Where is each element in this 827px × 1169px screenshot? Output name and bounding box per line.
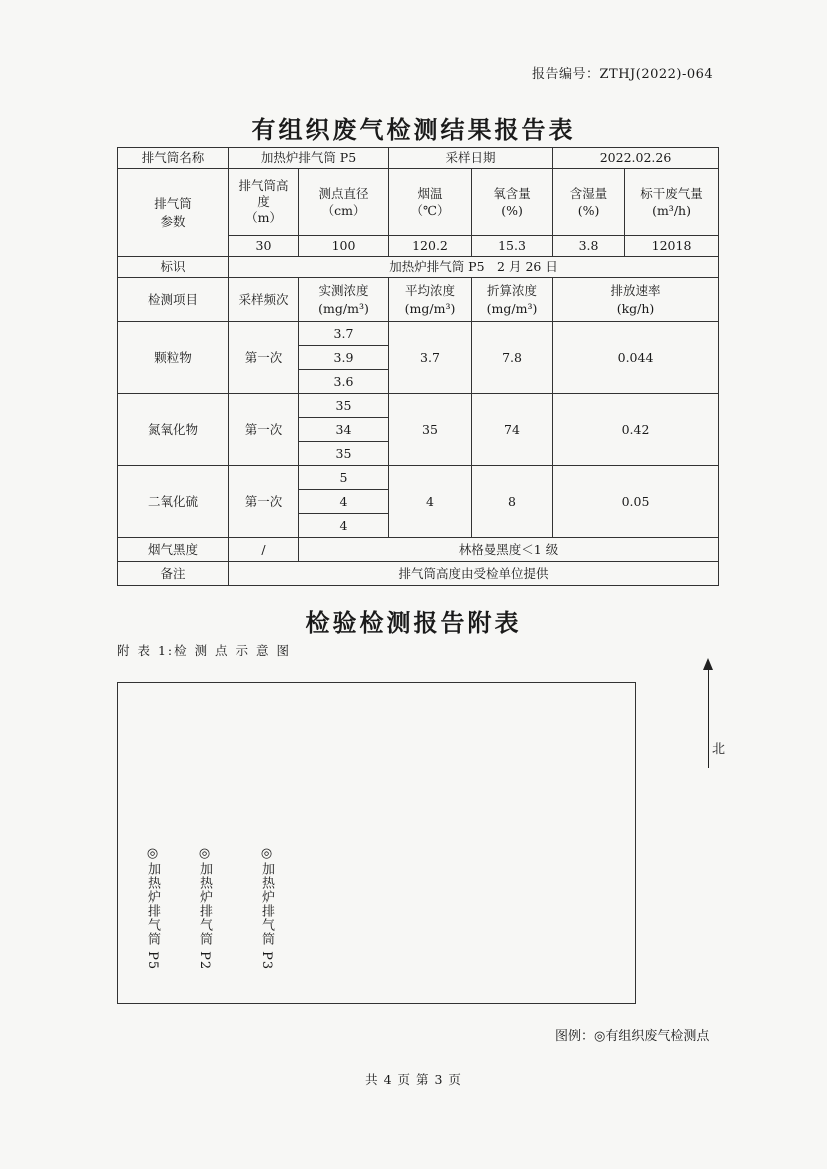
page-title: 有组织废气检测结果报告表 [251,115,576,144]
pollutant-freq: 第一次 [229,322,299,394]
param-header-diameter: 测点直径 （cm） [299,169,389,236]
param-header-oxygen: 氧含量 (%) [472,169,553,236]
appendix-title: 检验检测报告附表 [305,608,522,637]
table-row [118,257,719,278]
rate-value: 0.044 [553,322,719,394]
stack-params-label: 排气筒 参数 [118,169,229,257]
smoke-value: 林格曼黑度＜1 级 [299,538,719,562]
param-value-diameter: 100 [299,236,389,257]
header-freq: 采样频次 [229,278,299,322]
param-value-oxygen: 15.3 [472,236,553,257]
rate-value: 0.05 [553,466,719,538]
converted-value: 7.8 [472,322,553,394]
stack-name-label: 排气筒名称 [118,148,229,169]
measured-value: 3.7 [299,322,389,346]
table-row [118,538,719,562]
sampling-date: 2022.02.26 [553,148,719,169]
header-average: 平均浓度 (mg/m³) [389,278,472,322]
header-item: 检测项目 [118,278,229,322]
param-header-height: 排气筒高 度 （m） [229,169,299,236]
north-label: 北 [712,742,726,757]
measured-value: 5 [299,466,389,490]
mark-value: 加热炉排气筒 P5 2 月 26 日 [229,257,719,278]
param-value-flow: 12018 [625,236,719,257]
site-map [117,682,636,1004]
pollutant-freq: 第一次 [229,394,299,466]
pollutant-name: 颗粒物 [118,322,229,394]
converted-value: 74 [472,394,553,466]
param-header-moisture: 含湿量 (%) [553,169,625,236]
measured-value: 34 [299,418,389,442]
sampling-date-label: 采样日期 [389,148,553,169]
param-header-temp: 烟温 （℃） [389,169,472,236]
appendix-label: 附 表 1:检 测 点 示 意 图 [117,643,291,658]
measured-value: 4 [299,490,389,514]
table-row [118,466,719,490]
result-table [117,147,719,586]
average-value: 35 [389,394,472,466]
param-value-height: 30 [229,236,299,257]
table-row [118,394,719,418]
stack-name: 加热炉排气筒 P5 [229,148,389,169]
param-value-moisture: 3.8 [553,236,625,257]
table-row [118,278,719,322]
smoke-freq: / [229,538,299,562]
measured-value: 35 [299,394,389,418]
north-line [708,668,709,768]
pollutant-name: 二氧化硫 [118,466,229,538]
pollutant-name: 氮氧化物 [118,394,229,466]
report-number: 报告编号：ZTHJ(2022)-064 [532,67,714,82]
measured-value: 3.6 [299,370,389,394]
table-row [118,169,719,236]
param-header-flow: 标干废气量 (m³/h) [625,169,719,236]
param-value-temp: 120.2 [389,236,472,257]
average-value: 4 [389,466,472,538]
remark-value: 排气筒高度由受检单位提供 [229,562,719,586]
measured-value: 4 [299,514,389,538]
measured-value: 35 [299,442,389,466]
table-row [118,322,719,346]
header-converted: 折算浓度 (mg/m³) [472,278,553,322]
header-rate: 排放速率 (kg/h) [553,278,719,322]
pollutant-freq: 第一次 [229,466,299,538]
header-measured: 实测浓度 (mg/m³) [299,278,389,322]
remark-label: 备注 [118,562,229,586]
measured-value: 3.9 [299,346,389,370]
north-arrow [700,658,726,778]
monitor-point-p3: ◎加热炉排气筒 P3 [259,846,274,971]
converted-value: 8 [472,466,553,538]
table-row [118,562,719,586]
mark-label: 标识 [118,257,229,278]
monitor-point-p5: ◎加热炉排气筒 P5 [145,846,160,971]
page-footer: 共 4 页 第 3 页 [365,1072,462,1087]
average-value: 3.7 [389,322,472,394]
map-legend: 图例：◎有组织废气检测点 [555,1029,710,1044]
monitor-point-p2: ◎加热炉排气筒 P2 [197,846,212,971]
table-row [118,148,719,169]
rate-value: 0.42 [553,394,719,466]
smoke-label: 烟气黑度 [118,538,229,562]
